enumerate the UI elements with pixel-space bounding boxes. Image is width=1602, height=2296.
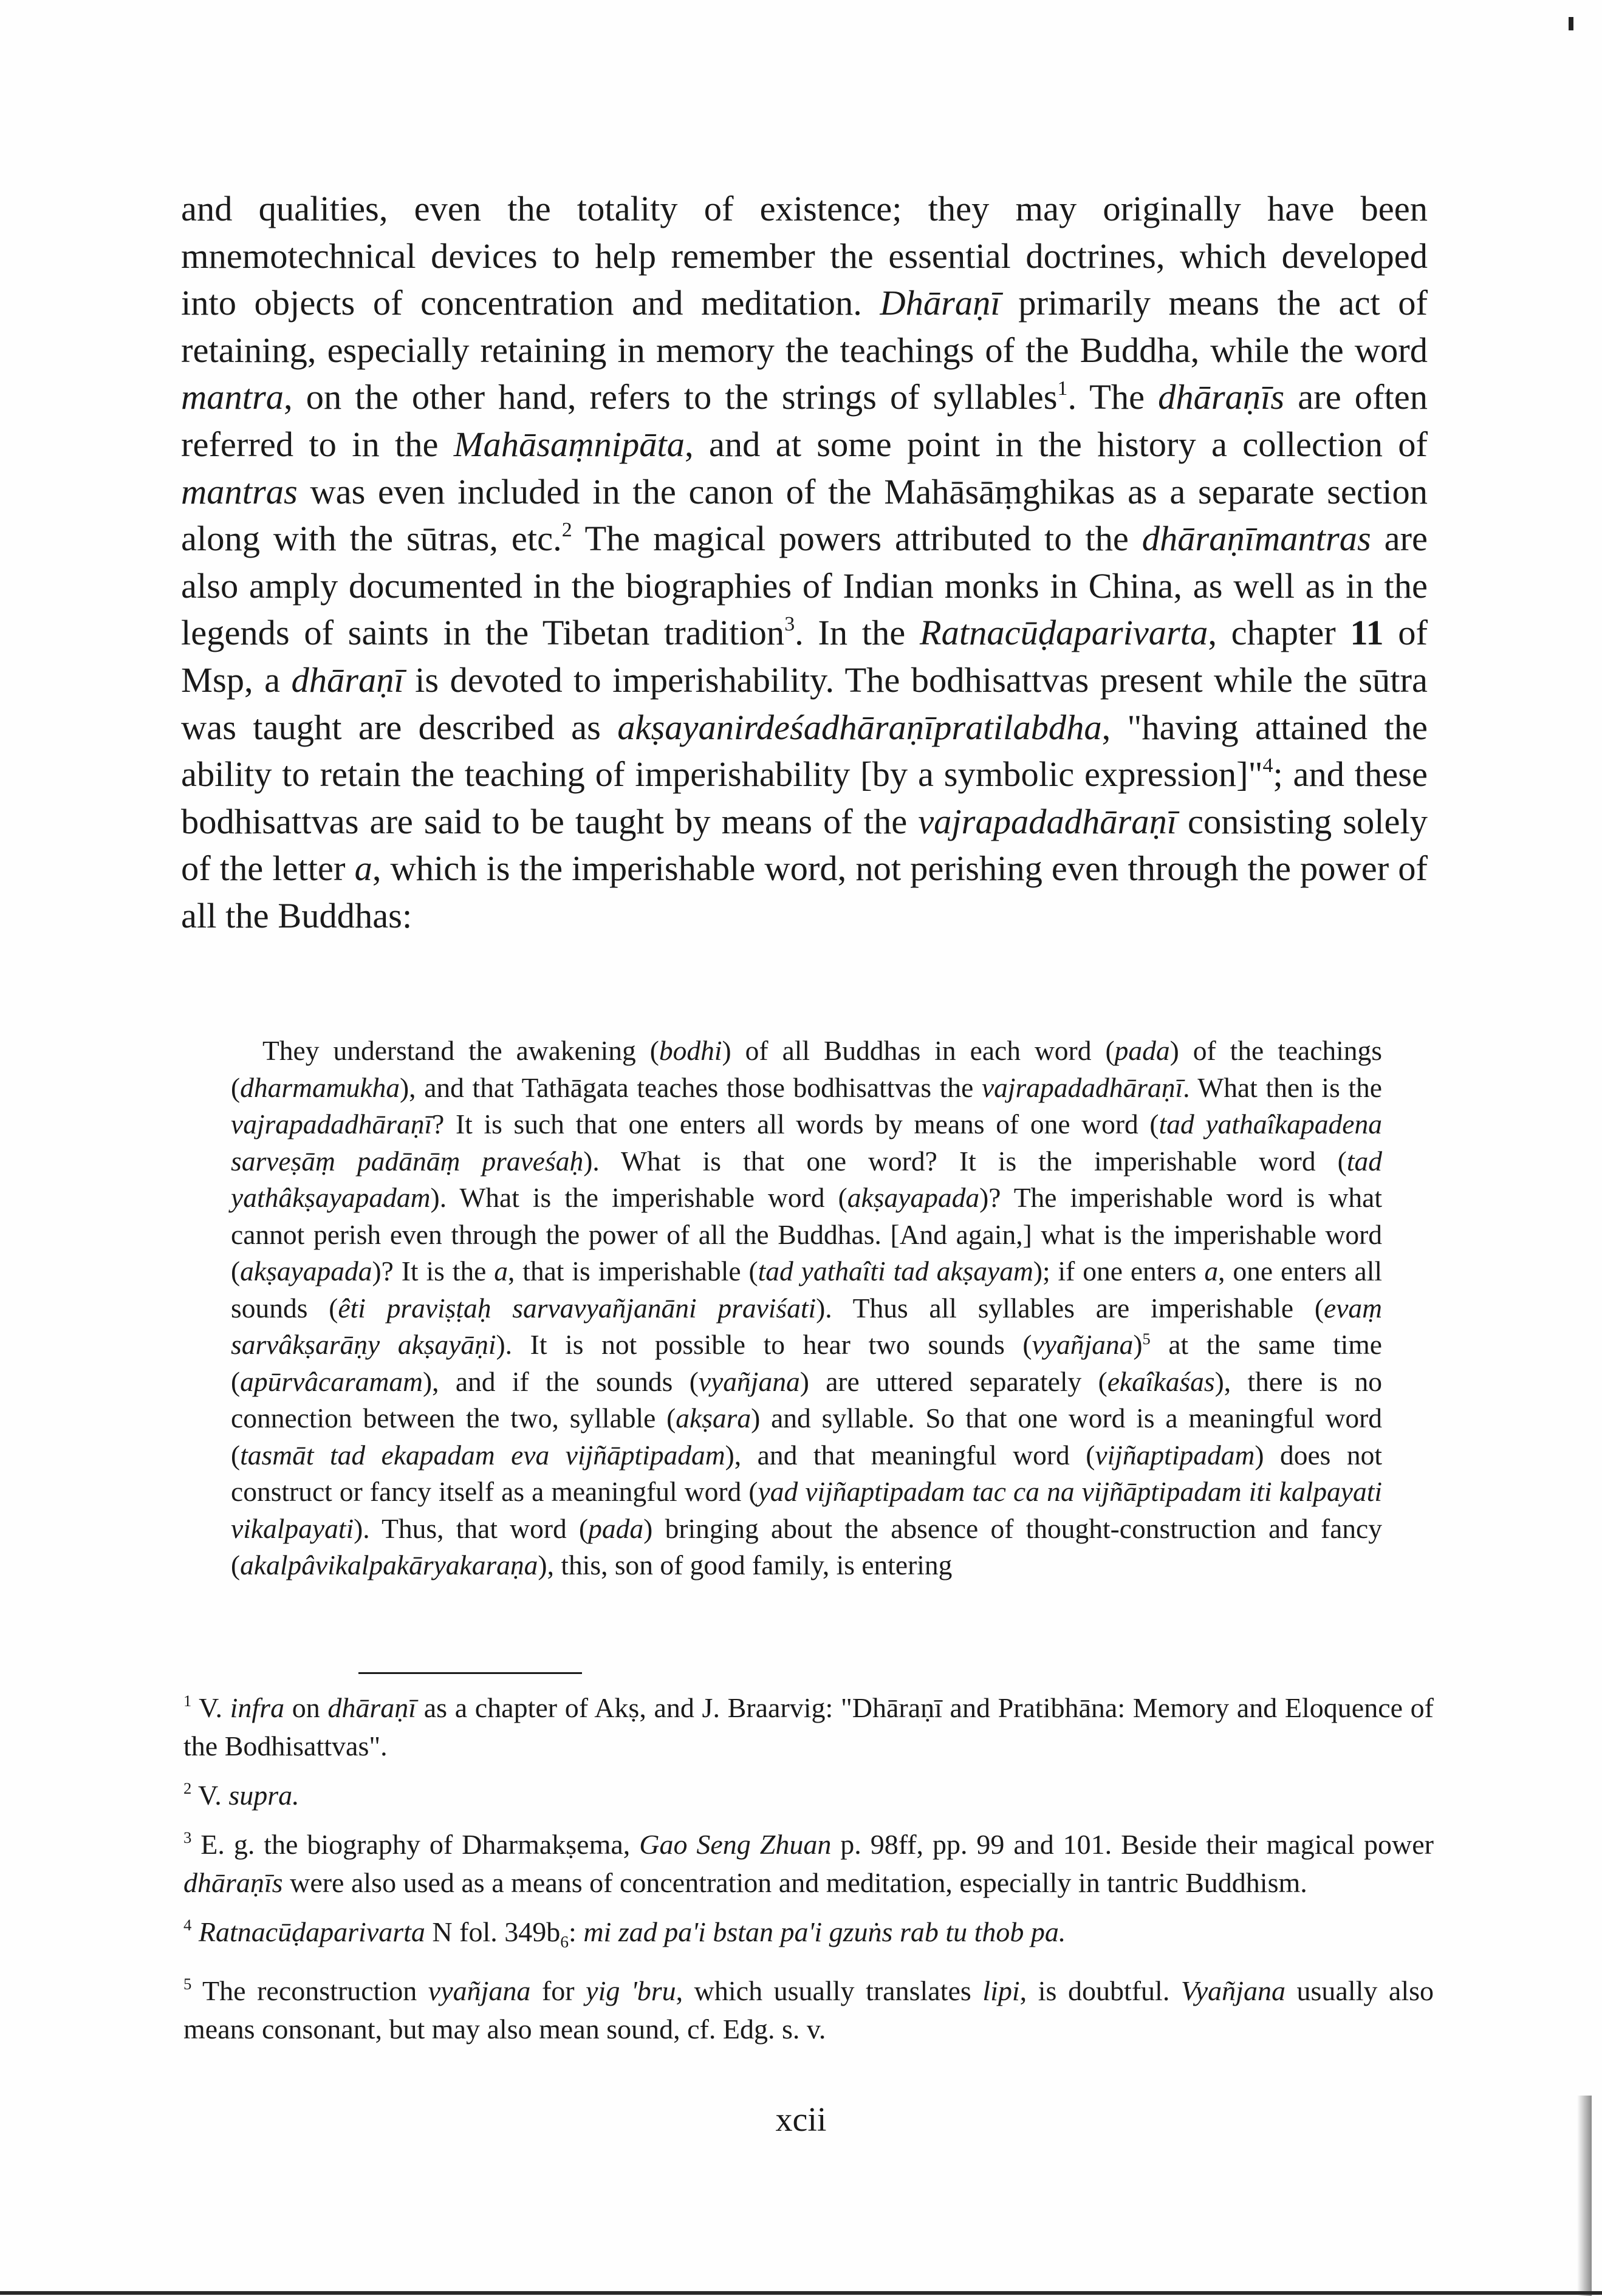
italic-term: mi zad pa'i bstan pa'i gzuṅs rab tu thob pa. — [583, 1916, 1066, 1947]
footnote-2 — [183, 1776, 1434, 1814]
text-span: ) and syllable. So that one word is a meaningful word ( — [231, 1403, 1382, 1471]
italic-term: tad yathaîkapadena sarveṣāṃ padānāṃ praveśaḥ — [231, 1109, 1382, 1177]
text-span: , on the other hand, refers to the strings of syllables — [284, 377, 1058, 417]
text-span: ) are uttered separately ( — [799, 1365, 1107, 1397]
italic-term: Dhāraṇī — [880, 283, 1001, 323]
italic-term: vajrapadadhāraṇī — [981, 1071, 1183, 1103]
text-span: are also amply documented in the biographies of Indian monks in China, as well as in the legends of saints in the Tibetan tradition — [181, 519, 1428, 653]
scan-edge-shadow — [1577, 2096, 1592, 2296]
text-span: , "having attained the ability to retain the teaching of imperishability [by a symbolic expression]" — [181, 707, 1428, 794]
italic-term: infra — [230, 1692, 285, 1723]
folio-subscript: 6 — [560, 1932, 569, 1952]
text-span: of Msp, a — [181, 613, 1428, 700]
text-span: ) — [1133, 1329, 1143, 1360]
text-span: as a chapter of Akṣ, and J. Braarvig: "Dhāraṇī and Pratibhāna: Memory and Eloquence of the Bodhisattvas". — [183, 1692, 1434, 1761]
text-span: ), and if the sounds ( — [422, 1365, 699, 1397]
footnote-number: 1 — [183, 1691, 192, 1710]
text-span: p. 98ff, pp. 99 and 101. Beside their magical power — [831, 1829, 1434, 1860]
italic-term: Gao Seng Zhuan — [639, 1829, 832, 1860]
footnote-1 — [183, 1689, 1434, 1765]
italic-term: tad yathaîti tad akṣayam — [758, 1256, 1033, 1286]
text-span: for — [530, 1975, 586, 2007]
text-span: ) does not construct or fancy itself as a meaningful word ( — [231, 1439, 1383, 1507]
text-span: , one enters all sounds ( — [231, 1256, 1382, 1324]
text-span: )? It is the — [372, 1256, 495, 1286]
text-span: ). Thus all syllables are imperishable ( — [816, 1292, 1324, 1324]
italic-term: vyañjana — [428, 1975, 531, 2007]
footnote-4 — [183, 1913, 1434, 1961]
body-paragraph — [181, 185, 1428, 940]
text-span: ; and these bodhisattvas are said to be taught by means of the — [181, 754, 1428, 841]
text-span: N fol. 349b — [425, 1916, 561, 1947]
text-span: is devoted to imperishability. The bodhisattvas present while the sūtra was taught are described as — [181, 660, 1428, 747]
italic-term: akṣayapada — [240, 1256, 372, 1286]
italic-term: akṣayapada — [847, 1182, 980, 1213]
text-span: ), and that meaningful word ( — [725, 1439, 1095, 1471]
text-span: ) bringing about the absence of thought-construction and fancy ( — [231, 1512, 1382, 1580]
text-span: , is doubtful. — [1019, 1975, 1181, 2007]
text-span: The reconstruction — [191, 1975, 428, 2007]
italic-term: a — [494, 1256, 508, 1286]
italic-term: mantra — [181, 377, 284, 417]
italic-term: vyañjana — [698, 1365, 800, 1397]
italic-term: tad yathâkṣayapadam — [231, 1145, 1382, 1213]
italic-term: a — [354, 849, 372, 889]
italic-term: pada — [588, 1512, 644, 1544]
bold-chapter-number: 11 — [1350, 613, 1384, 653]
text-span: usually also means consonant, but may also mean sound, cf. Edg. s. v. — [183, 1975, 1434, 2045]
text-span: . The — [1067, 377, 1159, 417]
footnote-3 — [183, 1825, 1434, 1902]
text-span: ) of all Buddhas in each word ( — [722, 1035, 1115, 1066]
italic-term: mantras — [181, 471, 298, 511]
text-span: primarily means the act of retaining, especially retaining in memory the teachings of the Buddha, while the word — [181, 283, 1428, 370]
italic-term: Mahāsaṃnipāta — [453, 424, 685, 464]
footnote-number: 2 — [183, 1778, 192, 1797]
text-span: : — [569, 1916, 584, 1947]
text-span: and qualities, even the totality of existence; they may originally have been mnemotechnical devices to help remember the essential doctrines, which developed into objects of concentration and meditation. — [181, 189, 1428, 323]
italic-term: dhāraṇīs — [1158, 377, 1285, 417]
text-span: The magical powers attributed to the — [572, 519, 1142, 559]
quote-paragraph — [231, 1033, 1382, 1584]
italic-term: Vyañjana — [1180, 1975, 1285, 2007]
italic-term: tasmāt tad ekapadam eva vijñāptipadam — [240, 1439, 725, 1471]
italic-term: vyañjana — [1032, 1329, 1134, 1360]
italic-term: supra. — [228, 1780, 300, 1811]
page-number: xcii — [775, 2101, 827, 2139]
footnote-number: 5 — [183, 1974, 192, 1993]
text-span: , and at some point in the history a collection of — [685, 424, 1428, 464]
italic-term: bodhi — [659, 1035, 722, 1066]
italic-term: apūrvâcaramam — [240, 1365, 423, 1397]
footnote-ref: 3 — [784, 613, 795, 636]
footnote-5 — [183, 1972, 1434, 2048]
italic-term: ekaîkaśas — [1107, 1365, 1215, 1397]
footnote-divider — [358, 1672, 582, 1674]
footnote-number: 3 — [183, 1828, 192, 1847]
italic-term: vijñaptipadam — [1095, 1439, 1255, 1471]
text-span: were also used as a means of concentration and meditation, especially in tantric Buddhism. — [282, 1867, 1307, 1898]
text-span: ? It is such that one enters all words by means of one word ( — [432, 1109, 1159, 1139]
footnote-ref: 5 — [1142, 1329, 1151, 1348]
text-span: on — [284, 1692, 328, 1723]
footnote-ref: 1 — [1057, 377, 1068, 400]
footnote-number: 4 — [183, 1915, 192, 1934]
italic-term: akalpâvikalpakāryakaraṇa — [240, 1549, 538, 1580]
italic-term: evaṃ sarvâkṣarāṇy akṣayāṇi — [231, 1292, 1382, 1360]
text-span: , chapter — [1208, 613, 1350, 653]
text-span: ), there is no connection between the two, syllable ( — [231, 1365, 1383, 1433]
italic-term: vajrapadadhāraṇī — [231, 1109, 433, 1139]
text-span: ) of the teachings ( — [231, 1035, 1383, 1103]
text-span: V. — [191, 1780, 229, 1811]
italic-term: Ratnacūḍaparivarta — [919, 613, 1208, 653]
text-span: ), this, son of good family, is entering — [538, 1549, 953, 1580]
italic-term: vajrapadadhāraṇī — [918, 801, 1177, 841]
italic-term: dharmamukha — [240, 1071, 400, 1103]
italic-term: lipi — [982, 1975, 1020, 2007]
text-span: , that is imperishable ( — [507, 1256, 758, 1286]
text-span: ). It is not possible to hear two sounds ( — [496, 1329, 1032, 1360]
main-body-text — [181, 185, 1428, 940]
text-span: . In the — [795, 613, 920, 653]
text-span: . What then is the — [1183, 1071, 1383, 1103]
italic-term: pada — [1114, 1035, 1170, 1066]
text-span: V. — [191, 1692, 230, 1723]
text-span: They understand the awakening ( — [262, 1035, 659, 1066]
text-span: , which usually translates — [676, 1975, 983, 2007]
text-span: at the same time ( — [231, 1329, 1383, 1397]
italic-term: dhāraṇī — [291, 660, 404, 700]
scan-bottom-edge — [0, 2291, 1602, 2295]
text-span: was even included in the canon of the Mahāsāṃghikas as a separate section along with the sūtras, etc. — [181, 471, 1428, 559]
text-span: ); if one enters — [1033, 1256, 1205, 1286]
italic-term: dhāraṇīs — [183, 1867, 283, 1898]
text-span: ). What is the imperishable word ( — [430, 1182, 847, 1213]
text-span: ). Thus, that word ( — [354, 1512, 589, 1544]
text-span: )? The imperishable word is what cannot perish even through the power of all the Buddhas. [And again,] what is the imperishable word ( — [231, 1182, 1383, 1286]
italic-term: akṣayanirdeśadhāraṇīpratilabdha — [617, 707, 1102, 747]
text-span: , which is the imperishable word, not perishing even through the power of all the Buddhas: — [181, 849, 1428, 935]
italic-term: dhāraṇī — [327, 1692, 417, 1723]
footnotes-section — [183, 1689, 1434, 2059]
italic-term: yig 'bru — [586, 1975, 676, 2007]
text-span: E. g. the biography of Dharmakṣema, — [191, 1829, 640, 1860]
text-span: ). What is that one word? It is the imperishable word ( — [583, 1145, 1347, 1177]
italic-term: a — [1204, 1256, 1219, 1286]
italic-term: êti praviṣṭaḥ sarvavyañjanāni praviśati — [338, 1292, 816, 1324]
footnote-ref: 4 — [1262, 754, 1273, 777]
footnote-ref: 2 — [561, 518, 572, 541]
block-quote — [231, 1033, 1382, 1584]
italic-term: akṣara — [676, 1403, 751, 1433]
text-span: consisting solely of the letter — [181, 801, 1428, 889]
italic-term: yad vijñaptipadam tac ca na vijñāptipadam iti kalpayati vikalpayati — [231, 1476, 1383, 1544]
text-span: ), and that Tathāgata teaches those bodhisattvas the — [400, 1071, 982, 1103]
text-span: are often referred to in the — [181, 377, 1428, 464]
scan-speck — [1569, 17, 1573, 30]
italic-term: dhāraṇīmantras — [1142, 519, 1371, 559]
italic-term: Ratnacūḍaparivarta — [191, 1916, 425, 1947]
